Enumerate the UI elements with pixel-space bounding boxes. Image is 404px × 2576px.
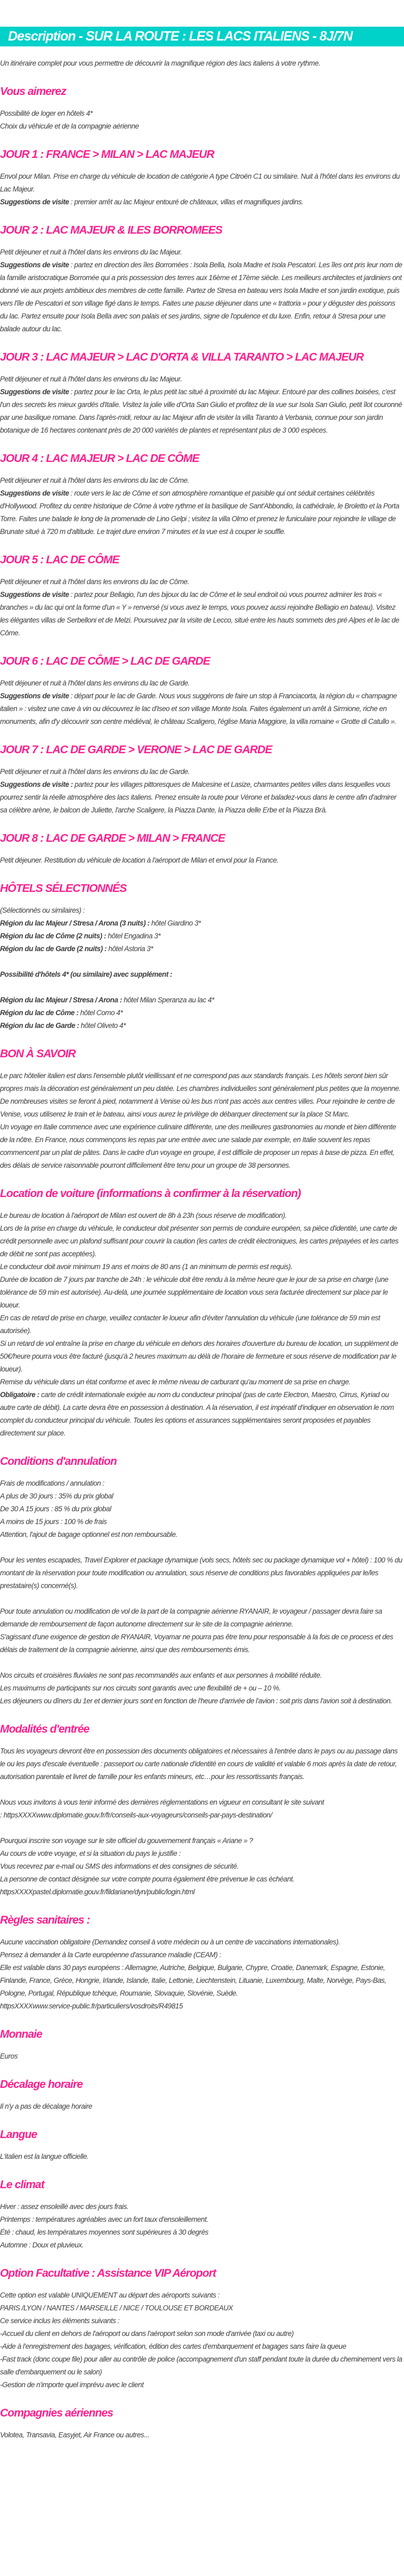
- paragraph: [0, 170, 404, 209]
- line-text: Cette option est valable UNIQUEMENT au départ des aéroports suivants :: [0, 2291, 220, 2299]
- line-text: Les maximums de participants sur nos circuits sont garantis avec une flexibilité de + ou – 10 %.: [0, 1684, 281, 1692]
- line-text: La personne de contact désignée sur votre compte pourra également être prévenue le cas échéant.: [0, 1875, 295, 1883]
- paragraph: [0, 994, 404, 1032]
- line-text: Printemps : températures agréables avec un fort taux d'ensoleillement.: [0, 2215, 208, 2223]
- line-text: Choix du véhicule et de la compagnie aérienne: [0, 122, 139, 130]
- text-line: [0, 1886, 404, 1899]
- bold-label: Région du lac Majeur / Stresa / Arona :: [0, 996, 122, 1004]
- text-line: [0, 1809, 404, 1822]
- line-text: Elle est valable dans 30 pays européens : Allemagne, Autriche, Belgique, Bulgarie, Chypre, Croatie, Danemark, Espagne, Estonie, Finlande, France, Grèce, Hongrie, Irlande, Islande, Italie, Lettonie, Liechtenstein, Lituanie, Luxembourg, Malte, Norvège, Pays-Bas, Pologne, Portugal, République tchèque, Roumanie, Slovaquie, Slovénie, Suède.: [0, 1964, 386, 1997]
- line-text: Petit déjeuner. Restitution du véhicule de location à l'aéroport de Milan et envol pour la France.: [0, 856, 279, 864]
- text-line: [0, 968, 404, 981]
- line-text: -Accueil du client en dehors de l'aéroport ou dans l'aéroport selon son mode d'arrivée (taxi ou autre): [0, 2330, 294, 2338]
- section-jour-2: [0, 222, 404, 336]
- line-text: carte de crédit internationale exigée au nom du conducteur principal (pas de carte Electron, Maestro, Cirrus, Kyriad ou autre carte de débit). La carte devra être en possession à destination. A la réservation, il est impératif d'indiquer en observation le nom complet du conducteur principal du véhicule. Toutes les options et assurances supplémentaires seront proposées et payables directement sur place.: [0, 1391, 394, 1437]
- paragraph: [0, 1796, 404, 1822]
- line-text: A plus de 30 jours : 35% du prix global: [0, 1492, 114, 1500]
- text-line: [0, 1490, 404, 1503]
- section-location-voiture: [0, 1186, 404, 1440]
- line-text: Le parc hôtelier italien est dans l'ensemble plutôt vieillissant et ne correspond pas aux standards français. Les hôtels seront bien sûr propres mais la décoration est généralement un peu datée. Les chambres individuelles sont généralement plus petites que la moyenne.: [0, 1072, 401, 1092]
- line-text: Nous vous invitons à vous tenir informé des dernières réglementations en vigueur en consultant le site suivant: [0, 1798, 324, 1806]
- paragraph: [0, 1477, 404, 1541]
- line-text: Si un retard de vol entraîne la prise en charge du véhicule en dehors des horaires d'ouverture du bureau de location, un supplément de 50€/heure pourra vous être facturé (jusqu'à 2 heures maximum au délà de l'horaire de fermeture et sous réserve de modification par le loueur).: [0, 1339, 398, 1373]
- line-text: De 30 A 15 jours : 85 % du prix global: [0, 1505, 111, 1513]
- text-line: [0, 1682, 404, 1695]
- line-text: Pour les ventes escapades, Travel Explorer et package dynamique (vols secs, hôtels sec ou package dynamique vol + hôtel) : 100 % du montant de la réservation pour toute modification ou annulation, sous réserve de conditions plus favorables appliquées par le/les prestataire(s) concerné(s).: [0, 1556, 402, 1590]
- section-heading: JOUR 8 : LAC DE GARDE > MILAN > FRANCE: [0, 832, 225, 844]
- bold-label: Région du lac de Côme (2 nuits) :: [0, 932, 106, 940]
- text-line: [0, 2100, 404, 2113]
- paragraph: [0, 1669, 404, 1708]
- bold-label: Suggestions de visite: [0, 388, 69, 396]
- text-line: [0, 1961, 404, 2000]
- line-text: : premier arrêt au lac Majeur entouré de châteaux, villas et magnifiques jardins.: [69, 198, 303, 206]
- text-line: [0, 1949, 404, 1961]
- text-line: [0, 2302, 404, 2315]
- description-sections: [0, 84, 404, 2442]
- text-line: [0, 386, 404, 437]
- line-text: Petit déjeuner et nuit à l'hôtel dans les environs du lac Majeur.: [0, 375, 182, 383]
- text-line: [0, 1376, 404, 1389]
- line-text: : httpsXXXXwww.diplomatie.gouv.fr/fr/conseils-aux-voyageurs/conseils-par-pays-destination/: [0, 1811, 272, 1819]
- line-text: Les déjeuners ou dîners du 1er et dernier jours sont en fonction de l'heure d'arrivée de l'avion : soit pris dans l'avion soit à destination.: [0, 1697, 392, 1705]
- section-option-vip: [0, 2266, 404, 2391]
- text-line: [0, 1873, 404, 1886]
- text-line: [0, 2289, 404, 2302]
- paragraph: [0, 1209, 404, 1440]
- section-heading: BON À SAVOIR: [0, 1048, 76, 1060]
- bold-label: Suggestions de visite: [0, 489, 69, 497]
- section-jour-4: [0, 451, 404, 538]
- section-jour-3: [0, 349, 404, 437]
- line-text: S'agissant d'une exigence de gestion de RYANAIR, Voyamar ne pourra pas être tenu pour responsable à la fois de ce process et des délais de traitement de la compagnie aérienne, ainsi que des remboursements émis.: [0, 1633, 393, 1654]
- section-heading: Modalités d'entrée: [0, 1723, 90, 1735]
- text-line: [0, 1121, 404, 1172]
- line-text: De nombreuses visites se feront à pied, notamment à Venise où les bus n'ont pas accès aux centres villes. Pour rejoindre le centre de Venise, vous utiliserez le train et le bateau, ainsi vous aurez le privilège de débarquer directement sur la place St Marc.: [0, 1097, 395, 1118]
- text-line: [0, 107, 404, 120]
- section-heading: HÔTELS SÉLECTIONNÉS: [0, 882, 127, 895]
- section-heading: Compagnies aériennes: [0, 2407, 113, 2419]
- section-compagnies: [0, 2405, 404, 2442]
- line-text: L'italien est la langue officielle.: [0, 2152, 89, 2160]
- text-line: [0, 1796, 404, 1809]
- text-line: [0, 1007, 404, 1019]
- text-line: [0, 2000, 404, 2013]
- text-line: [0, 1222, 404, 1261]
- paragraph: [0, 1745, 404, 1783]
- section-heading: Le climat: [0, 2179, 44, 2191]
- line-text: hôtel Astoria 3*: [106, 945, 153, 953]
- section-heading: Vous aimerez: [0, 85, 66, 98]
- paragraph: [0, 765, 404, 817]
- line-text: Hiver : assez ensoleillé avec des jours frais.: [0, 2203, 129, 2211]
- text-line: [0, 2327, 404, 2340]
- bold-label: Suggestions de visite: [0, 261, 69, 269]
- line-text: PARIS /LYON / NANTES / MARSEILLE / NICE / TOULOUSE ET BORDEAUX: [0, 2304, 233, 2312]
- section-bon-a-savoir: [0, 1046, 404, 1172]
- line-text: Pour toute annulation ou modification de vol de la part de la compagnie aérienne RYANAIR, le voyageur / passager devra faire sa demande de remboursement de façon autonome directement sur le site de la compagnie aérienne.: [0, 1607, 382, 1628]
- line-text: Petit déjeuner et nuit à l'hôtel dans les environs du lac Majeur.: [0, 248, 182, 256]
- text-line: [0, 943, 404, 955]
- text-line: [0, 588, 404, 640]
- section-heading: JOUR 4 : LAC MAJEUR > LAC DE CÔME: [0, 452, 199, 465]
- text-line: [0, 1070, 404, 1095]
- line-text: Le bureau de location à l'aéroport de Milan est ouvert de 8h à 23h (sous réserve de modification).: [0, 1211, 287, 1219]
- text-line: [0, 1337, 404, 1376]
- section-heading: JOUR 3 : LAC MAJEUR > LAC D'ORTA & VILLA TARANTO > LAC MAJEUR: [0, 351, 364, 363]
- paragraph: [0, 677, 404, 728]
- text-line: [0, 120, 404, 133]
- section-heading: JOUR 1 : FRANCE > MILAN > LAC MAJEUR: [0, 148, 214, 161]
- text-line: [0, 1019, 404, 1032]
- paragraph: [0, 2150, 404, 2163]
- text-line: [0, 2200, 404, 2213]
- section-heading: JOUR 5 : LAC DE CÔME: [0, 554, 119, 566]
- line-text: Volotea, Transavia, Easyjet, Air France ou autres...: [0, 2431, 149, 2439]
- paragraph: [0, 1554, 404, 1592]
- line-text: Petit déjeuner et nuit à l'hôtel dans les environs du lac de Côme.: [0, 476, 189, 484]
- line-text: A moins de 15 jours : 100 % de frais: [0, 1518, 107, 1526]
- section-heading: JOUR 2 : LAC MAJEUR & ILES BORROMEES: [0, 224, 222, 236]
- line-text: -Fast track (donc coupe file) pour aller au contrôle de police (accompagnement d'un staff pendant toute la durée du cheminement vers la salle d'embarquement ou le salon): [0, 2355, 402, 2376]
- bold-label: Suggestions de visite: [0, 692, 69, 700]
- line-text: Été : chaud, les températures moyennes sont supérieures à 30 degrés: [0, 2228, 208, 2236]
- text-line: [0, 2150, 404, 2163]
- section-jour-7: [0, 742, 404, 817]
- paragraph: [0, 474, 404, 538]
- text-line: [0, 474, 404, 487]
- line-text: Petit déjeuner et nuit à l'hôtel dans les environs du lac de Garde.: [0, 679, 190, 687]
- text-line: [0, 1745, 404, 1783]
- paragraph: [0, 2050, 404, 2063]
- paragraph: [0, 2289, 404, 2391]
- line-text: Un voyage en Italie commence avec une expérience culinaire différente, une des meilleures gastronomies au monde et bien différente de la nôtre. En France, nous commençons les repas par une entrée avec une salade par exemple, en Italie souvent les repas commencent par un plat de pâtes. Dans le cadre d'un voyage en groupe, il est difficile de proposer un repas à base de pizza. En effet, des délais de service raisonnable pourront difficilement être tenu pour un groupe de 38 personnes.: [0, 1123, 396, 1169]
- text-line: [0, 854, 404, 867]
- section-heading: Monnaie: [0, 2028, 42, 2040]
- line-text: httpsXXXXpastel.diplomatie.gouv.fr/fildariane/dyn/public/login.html: [0, 1888, 195, 1896]
- paragraph: [0, 107, 404, 133]
- section-modalites: [0, 1721, 404, 1899]
- text-line: [0, 1554, 404, 1592]
- line-text: Euros: [0, 2052, 18, 2060]
- text-line: [0, 1516, 404, 1528]
- line-text: Au cours de votre voyage, et si la situation du pays le justifie :: [0, 1849, 181, 1857]
- section-hotels: [0, 881, 404, 1032]
- text-line: [0, 1503, 404, 1516]
- section-monnaie: [0, 2027, 404, 2063]
- text-line: [0, 1605, 404, 1631]
- line-text: Petit déjeuner et nuit à l'hôtel dans les environs du lac de Côme.: [0, 578, 189, 586]
- line-text: Frais de modifications / annulation :: [0, 1479, 104, 1487]
- bold-label: Suggestions de visite :: [0, 780, 73, 788]
- paragraph: [0, 373, 404, 437]
- line-text: Durée de location de 7 jours par tranche de 24h : le véhicule doit être rendu à la même heure que le jour de sa prise en charge (une tolérance de 59 min est autorisée). Au-delà, une journée supplémentaire de location vous sera facturée directement sur place par le loueur.: [0, 1275, 389, 1309]
- text-line: [0, 246, 404, 259]
- section-jour-6: [0, 653, 404, 728]
- text-line: [0, 930, 404, 943]
- line-text: hôtel Engadina 3*: [106, 932, 161, 940]
- text-line: [0, 1273, 404, 1312]
- line-text: hôtel Como 4*: [78, 1009, 123, 1017]
- paragraph: [0, 968, 404, 981]
- bold-label: Possibilité d'hôtels 4* (ou similaire) avec supplément :: [0, 970, 173, 978]
- line-text: Nos circuits et croisières fluviales ne sont pas recommandés aux enfants et aux personnes à mobilité réduite.: [0, 1671, 322, 1679]
- text-line: [0, 1695, 404, 1708]
- text-line: [0, 2429, 404, 2442]
- section-jour-8: [0, 831, 404, 867]
- section-heading: Langue: [0, 2128, 37, 2141]
- text-line: [0, 2050, 404, 2063]
- paragraph: [0, 2200, 404, 2252]
- line-text: : partez pour Bellagio, l'un des bijoux du lac de Côme et le seul endroit où vous pourrez admirer les trois « branches » du lac qui ont la forme d'un « Y » renversé (si vous avez le temps, vous pouvez aussi rejoindre Bellagio en bateau). Visitez les élégantes villas de Serbelloni et de Melzi. Poursuivez par la visite de Lecco, situé entre les hauts sommets des pré Alpes et le lac de Côme.: [0, 591, 399, 637]
- text-line: [0, 373, 404, 386]
- text-line: [0, 1528, 404, 1541]
- section-vous-aimerez: [0, 84, 404, 133]
- text-line: [0, 994, 404, 1007]
- paragraph: [0, 904, 404, 955]
- line-text: Il n'y a pas de décalage horaire: [0, 2102, 92, 2110]
- page-title: Description - SUR LA ROUTE : LES LACS ITALIENS - 8J/7N: [8, 29, 353, 44]
- line-text: hôtel Milan Speranza au lac 4*: [122, 996, 214, 1004]
- section-decalage: [0, 2077, 404, 2113]
- line-text: : route vers le lac de Côme et son atmosphère romantique et paisible qui ont séduit certaines célébrités d'Hollywood. Profitez du centre historique de Côme à votre rythme et la basilique de Sant'Abbondio, la cathédrale, le Broletto et la Porta Torre. Faites une balade le long de la promenade de Lino Gelpi ; visitez la villa Olmo et prenez le funiculaire pour rejoindre le village de Brunate situé à 720 m d'altitude. Le trajet dure environ 7 minutes et la vue est à couper le souffle.: [0, 489, 400, 536]
- line-text: Attention, l'ajout de bagage optionnel est non remboursable.: [0, 1530, 177, 1538]
- line-text: (Sélectionnés ou similaires) :: [0, 906, 85, 914]
- text-line: [0, 487, 404, 538]
- paragraph: [0, 2100, 404, 2113]
- paragraph: [0, 1605, 404, 1656]
- section-heading: Décalage horaire: [0, 2078, 83, 2091]
- text-line: [0, 2226, 404, 2239]
- paragraph: [0, 1936, 404, 2013]
- text-line: [0, 1312, 404, 1337]
- line-text: En cas de retard de prise en charge, veuillez contacter le loueur afin d'éviter l'annulation du véhicule (une tolérance de 59 min est autorisée).: [0, 1314, 381, 1335]
- line-text: Vous recevrez par e-mail ou SMS des informations et des consignes de sécurité.: [0, 1862, 239, 1870]
- text-line: [0, 2213, 404, 2226]
- text-line: [0, 690, 404, 728]
- section-heading: Conditions d'annulation: [0, 1455, 117, 1468]
- text-line: [0, 2340, 404, 2353]
- text-line: [0, 1261, 404, 1273]
- text-line: [0, 1389, 404, 1440]
- section-sanitaires: [0, 1912, 404, 2013]
- paragraph: [0, 2429, 404, 2442]
- line-text: : départ pour le lac de Garde. Nous vous suggérons de faire un stop à Franciacorta, la région du « champagne italien » : visitez une cave à vin ou découvrez le lac d'Iseo et son village Monte Isola. Faites également un arrêt à Sirmione, riche en monuments, afin d'y découvrir son centre médiéval, le château Scaligero, l'église Maria Maggiore, la villa romaine « Grotte di Catullo ».: [0, 692, 397, 725]
- section-climat: [0, 2177, 404, 2252]
- bold-label: Région du lac de Garde (2 nuits) :: [0, 945, 107, 953]
- paragraph: [0, 1070, 404, 1172]
- line-text: Possibilité de loger en hôtels 4*: [0, 109, 93, 117]
- line-text: Le conducteur doit avoir minimum 19 ans et moins de 80 ans (1 an minimum de permis est requis).: [0, 1263, 293, 1271]
- text-line: [0, 917, 404, 930]
- line-text: Tous les voyageurs devront être en possession des documents obligatoires et nécessaires à l'entrée dans le pays ou au passage dans le ou les pays d'escale éventuelle : passeport ou carte nationale d'identité en cours de validité et valable 6 mois après la date de retour, autorisation parentale et livret de famille pour les enfants mineurs, etc…pour les ressortissants français.: [0, 1747, 398, 1781]
- line-text: Lors de la prise en charge du véhicule, le conducteur doit présenter son permis de conduire européen, sa pièce d'identité, une carte de crédit personnelle avec un plafond suffisant pour couvrir la caution (les cartes de crédit électroniques, les cartes prépayées et les cartes de débit ne sont pas acceptées).: [0, 1224, 399, 1258]
- text-line: [0, 904, 404, 917]
- paragraph: [0, 576, 404, 640]
- line-text: Remise du véhicule dans un état conforme et avec le même niveau de carburant qu'au moment de sa prise en charge.: [0, 1378, 351, 1386]
- section-heading: Option Facultative : Assistance VIP Aéroport: [0, 2267, 216, 2279]
- bold-label: Région du lac de Garde :: [0, 1022, 79, 1030]
- text-line: [0, 765, 404, 778]
- text-line: [0, 196, 404, 209]
- line-text: : partez en direction des îles Borromées : Isola Bella, Isola Madre et Isola Pescatori. Les îles ont pris leur nom de la famille aristocratique Borromée qui a pris possession des terres aux 16ème et 17ème siècle. Les meilleurs architectes et jardiniers ont donné vie aux projets ambitieux des membres de cette famille. Partez de Stresa en bateau vers Isola Madre et son jardin exotique, puis vers l'île de Pescatori et son village figé dans le temps. Faites une pause déjeuner dans une « trattoria » pour y déguster des poissons du lac. Partez ensuite pour Isola Bella avec son palais et ses jardins, signe de l'opulence et du luxe. Enfin, retour à Stresa pour une balade autour du lac.: [0, 261, 402, 333]
- text-line: [0, 1477, 404, 1490]
- line-text: Envol pour Milan. Prise en charge du véhicule de location de catégorie A type Citroën C1 ou similaire. Nuit à l'hôtel dans les environs du Lac Majeur.: [0, 172, 400, 193]
- line-text: Aucune vaccination obligatoire (Demandez conseil à votre médecin ou à un centre de vaccinations internationales).: [0, 1938, 341, 1946]
- text-line: [0, 1936, 404, 1949]
- section-heading: JOUR 6 : LAC DE CÔME > LAC DE GARDE: [0, 655, 210, 667]
- bold-label: Région du lac de Côme :: [0, 1009, 79, 1017]
- section-heading: Règles sanitaires :: [0, 1914, 90, 1926]
- section-heading: JOUR 7 : LAC DE GARDE > VERONE > LAC DE GARDE: [0, 744, 272, 756]
- line-text: : partez pour le lac Orta, le plus petit lac situé à proximité du lac Majeur. Entouré par des collines boisées, c'est l'un des secrets les mieux gardés d'Italie. Visitez la jolie ville d'Orta San Giulio et profitez de la vue sur Isola San Giulio, petit îlot couronné par une basilique romane. Dans l'après-midi, retour au lac Majeur afin de visiter la villa Taranto à Verbania, connue pour son jardin botanique de 16 hectares contenant près de 20 000 variétés de plantes et représentant plus de 3 000 espèces.: [0, 388, 402, 434]
- text-line: [0, 1209, 404, 1222]
- text-line: [0, 2379, 404, 2391]
- line-text: partez pour les villages pittoresques de Malcesine et Lasize, charmantes petites villes dans lesquelles vous pourrez sentir la réelle atmosphère des lacs italiens. Prenez ensuite la route pour Vérone et baladez-vous dans le centre afin d'admirer sa célèbre arène, le balcon de Juliette, l'arche Scaligere, la Piazza Dante, la Piazza delle Erbe et la Piazza Brà.: [0, 780, 397, 814]
- bold-label: Suggestions de visite: [0, 198, 69, 206]
- line-text: httpsXXXXwww.service-public.fr/particuliers/vosdroits/R49815: [0, 2002, 183, 2010]
- section-jour-5: [0, 552, 404, 640]
- text-line: [0, 259, 404, 336]
- bold-label: Obligatoire :: [0, 1391, 39, 1399]
- text-line: [0, 2315, 404, 2327]
- section-annulation: [0, 1454, 404, 1708]
- line-text: hôtel Oliveto 4*: [79, 1022, 126, 1030]
- text-line: [0, 2353, 404, 2379]
- line-text: Pourquoi inscrire son voyage sur le site officiel du gouvernement français « Ariane » ?: [0, 1837, 253, 1845]
- intro-text: Un itinéraire complet pour vous permettre de découvrir la magnifique région des lacs italiens à votre rythme.: [0, 59, 320, 67]
- text-line: [0, 2239, 404, 2252]
- text-line: [0, 1860, 404, 1873]
- text-line: [0, 1631, 404, 1656]
- line-text: hôtel Giardino 3*: [149, 919, 201, 927]
- paragraph: [0, 854, 404, 867]
- line-text: Ce service inclus les éléments suivants :: [0, 2317, 119, 2325]
- section-langue: [0, 2127, 404, 2163]
- line-text: -Aide à l'enregistrement des bagages, vérification, édition des cartes d'embarquement et bagages sans faire la queue: [0, 2342, 346, 2350]
- line-text: Automne : Doux et pluvieux.: [0, 2241, 84, 2249]
- text-line: [0, 1669, 404, 1682]
- paragraph: [0, 1835, 404, 1899]
- text-line: [0, 677, 404, 690]
- bold-label: Suggestions de visite: [0, 591, 69, 599]
- line-text: -Gestion de n'importe quel imprévu avec le client: [0, 2381, 144, 2389]
- text-line: [0, 778, 404, 817]
- text-line: [0, 1095, 404, 1121]
- section-heading: Location de voiture (informations à confirmer à la réservation): [0, 1187, 301, 1200]
- section-jour-1: [0, 147, 404, 209]
- line-text: Pensez à demander à la Carte européenne d'assurance maladie (CEAM) :: [0, 1951, 221, 1959]
- text-line: [0, 1835, 404, 1847]
- text-line: [0, 170, 404, 196]
- text-line: [0, 576, 404, 588]
- bold-label: Région du lac Majeur / Stresa / Arona (3 nuits) :: [0, 919, 150, 927]
- line-text: Petit déjeuner et nuit à l'hôtel dans les environs du lac de Garde.: [0, 768, 190, 776]
- title-bar: [0, 27, 404, 46]
- text-line: [0, 1847, 404, 1860]
- paragraph: [0, 246, 404, 336]
